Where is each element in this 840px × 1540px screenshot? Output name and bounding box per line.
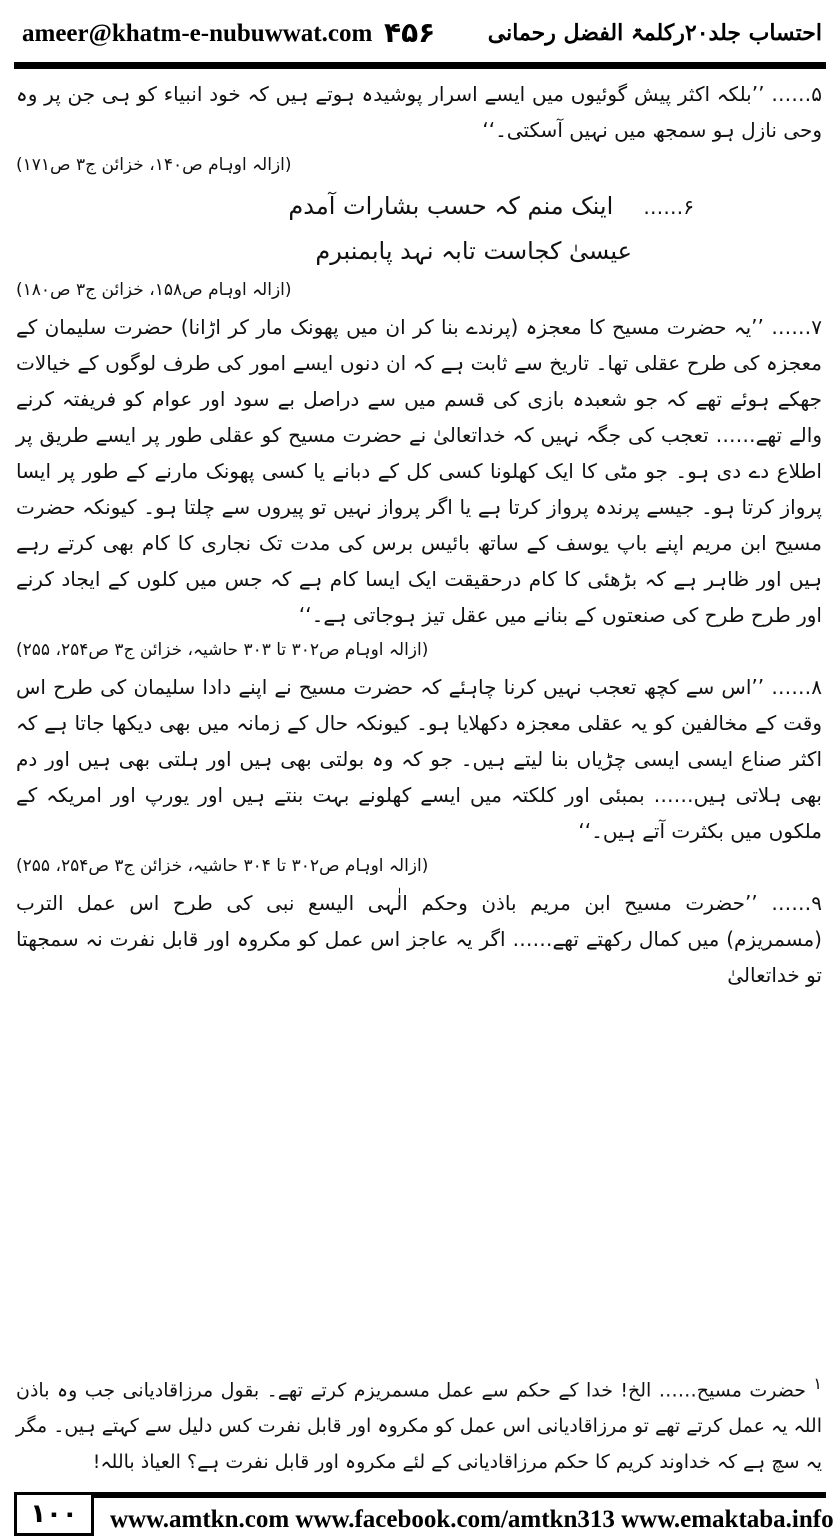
page-header [14, 6, 826, 58]
header-book-page-number: ۴۵۶ [384, 16, 436, 49]
header-email: ameer@khatm-e-nubuwwat.com [22, 20, 373, 47]
header-rule [14, 62, 826, 69]
quote-9: ۹…… ’’حضرت مسیح ابن مریم باذن وحکم الٰہی الیسع نبی کی طرح اس عمل الترب (مسمریزم) میں کمال رکھتے تھے…… اگر یہ عاجز اس عمل کو مکروہ اور قابل نفرت نہ سمجھتا تو خداتعالیٰ [16, 891, 822, 987]
footer-rule [94, 1492, 826, 1498]
header-book-title: احتساب جلد۲۰رکلمۃ الفضل رحمانی [487, 20, 822, 46]
footnote-separator [22, 1360, 818, 1361]
persian-verse [16, 184, 822, 229]
reference-5: (ازالہ اوہام ص۱۴۰، خزائن ج۳ ص۱۷۱) [16, 155, 292, 175]
quote-7: ۷…… ’’یہ حضرت مسیح کا معجزہ (پرندے بنا کر ان میں پھونک مار کر اڑانا) حضرت سلیمان کے معجزہ کی طرح عقلی تھا۔ تاریخ سے ثابت ہے کہ ان دنوں ایسے امور کی طرف لوگوں کے خیالات جھکے ہوئے تھے کہ جو شعبدہ بازی کی قسم میں سے دراصل بے سود اور عوام کو فریفتہ کرنے والے تھے…… تعجب کی جگہ نہیں کہ خداتعالیٰ نے حضرت مسیح کو عقلی طور پر ایسے طریق پر اطلاع دے دی ہو۔ جو مٹی کا ایک کھلونا کسی کل کے دبانے یا کسی پھونک مارنے کے طور پر ایسا پرواز کرتا ہو۔ جیسے پرندہ پرواز کرتا ہے یا اگر پرواز نہیں تو پیروں سے چلتا ہو۔ کیونکہ حضرت مسیح ابن مریم اپنے باپ یوسف کے ساتھ بائیس برس کی مدت تک نجاری کا کام بھی کرتے رہے ہیں اور ظاہر ہے کہ بڑھئی کا کام درحقیقت ایک ایسا کام ہے کہ جس میں کلوں کے ایجاد کرنے اور طرح طرح کی صنعتوں کے بنانے میں عقل تیز ہوجاتی ہے۔‘‘ [16, 315, 822, 627]
footer-page-number: ۱۰۰ [14, 1492, 94, 1536]
page-body [16, 76, 822, 993]
reference-7: (ازالہ اوہام ص۳۰۲ تا ۳۰۳ حاشیہ، خزائن ج۳ ص۲۵۴، ۲۵۵) [16, 640, 429, 660]
reference-8: (ازالہ اوہام ص۳۰۲ تا ۳۰۴ حاشیہ، خزائن ج۳ ص۲۵۴، ۲۵۵) [16, 856, 429, 876]
reference-6: (ازالہ اوہام ص۱۵۸، خزائن ج۳ ص۱۸۰) [16, 280, 292, 300]
footnote [16, 1366, 822, 1480]
footer-website-links[interactable]: www.amtkn.com www.facebook.com/amtkn313 www.emaktaba.info [110, 1506, 834, 1533]
page-footer [14, 1492, 834, 1536]
footnote-text: حضرت مسیح…… الخ! خدا کے حکم سے عمل مسمریزم کرتے تھے۔ بقول مرزاقادیانی جب وہ باذن اللہ یہ عمل کرتے تھے تو مرزاقادیانی اس عمل کو مکروہ اور قابل نفرت کس دلیل سے کہتے ہیں۔ مگر یہ سچ ہے کہ خداوند کریم کا حکم مرزاقادیانی کے لئے مکروہ اور قابل نفرت ہے؟ العیاذ باللہ! [16, 1379, 822, 1474]
verse-line-2: عیسیٰ کجاست تابہ نہد پابمنبرم [315, 237, 632, 265]
verse-line-1: اینک منم کہ حسب بشارات آمدم [288, 192, 614, 220]
quote-5: ۵…… ’’بلکہ اکثر پیش گوئیوں میں ایسے اسرار پوشیدہ ہوتے ہیں کہ خود انبیاء کو ہی جن پر وہ وحی نازل ہو سمجھ میں نہیں آسکتی۔‘‘ [16, 82, 822, 142]
persian-verse-line-2 [16, 229, 822, 273]
footnote-marker: ۱ [813, 1374, 822, 1393]
quote-8: ۸…… ’’اس سے کچھ تعجب نہیں کرنا چاہئے کہ حضرت مسیح نے اپنے دادا سلیمان کی طرح اس وقت کے مخالفین کو یہ عقلی معجزہ دکھلایا ہو۔ کیونکہ حال کے زمانہ میں بھی دیکھا جاتا ہے کہ اکثر صناع ایسی ایسی چڑیاں بنا لیتے ہیں۔ جو کہ وہ بولتی بھی ہیں اور ہلتی بھی ہیں اور دم بھی ہلاتی ہیں…… بمبئی اور کلکتہ میں ایسے کھلونے بہت بنتے ہیں اور یورپ اور امریکہ کے ملکوں میں بکثرت آتے ہیں۔‘‘ [16, 675, 823, 843]
verse-number: ۶…… [643, 195, 694, 219]
